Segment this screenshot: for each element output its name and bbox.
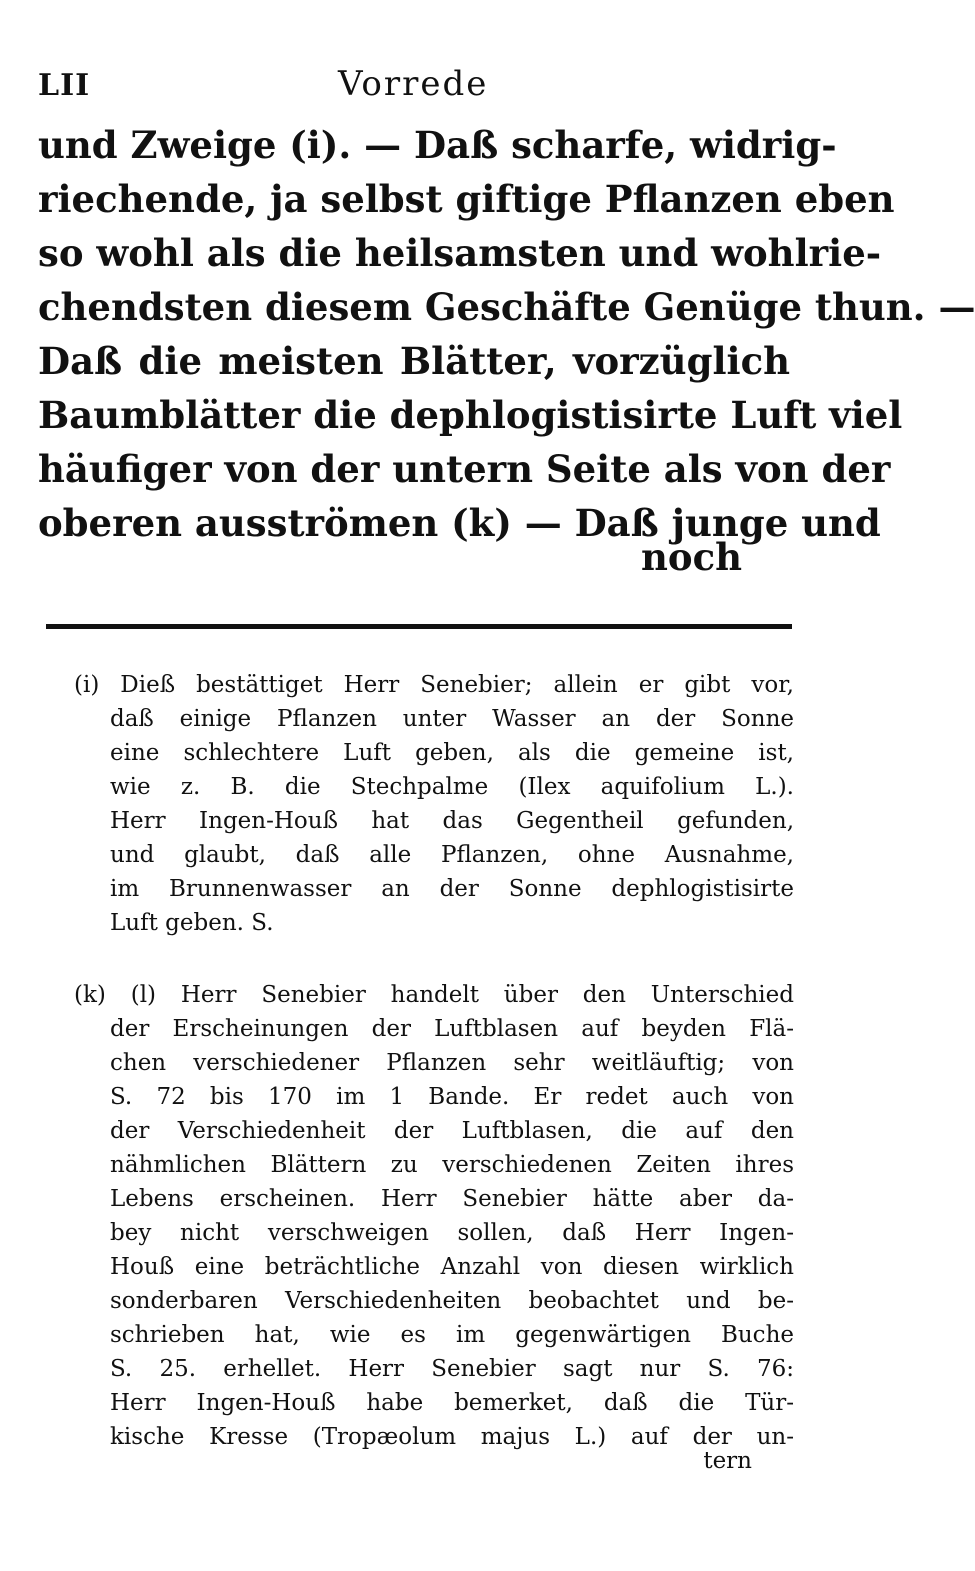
footnote-line: chen verschiedener Pflanzen sehr weitläuftig; von <box>110 1050 794 1076</box>
footnote-line: (k) (l) Herr Senebier handelt über den Unterschied <box>74 982 794 1008</box>
footnote-line: sonderbaren Verschiedenheiten beobachtet und be- <box>110 1288 794 1314</box>
text-line: so wohl als die heilsamsten und wohlrie- <box>38 231 882 275</box>
text-line: riechende, ja selbst giftige Pflanzen eben <box>38 177 895 221</box>
footnote-line: Herr Ingen-Houß habe bemerket, daß die Tür- <box>110 1390 794 1416</box>
footnote-line: daß einige Pflanzen unter Wasser an der Sonne <box>110 706 794 732</box>
footnote-line: bey nicht verschweigen sollen, daß Herr Ingen- <box>110 1220 794 1246</box>
text-line: chendsten diesem Geschäfte Genüge thun. — <box>38 285 975 329</box>
main-text <box>38 118 975 550</box>
footnote-line: Lebens erscheinen. Herr Senebier hätte aber da- <box>110 1186 794 1212</box>
footnote-line: der Verschiedenheit der Luftblasen, die auf den <box>110 1118 794 1144</box>
text-line: Daß die meisten Blätter, vorzüglich <box>38 339 790 383</box>
footnote-line: S. 72 bis 170 im 1 Bande. Er redet auch von <box>110 1084 794 1110</box>
text-line: häufiger von der untern Seite als von der <box>38 447 891 491</box>
footnotes <box>74 668 794 1492</box>
footnote-line: nähmlichen Blättern zu verschiedenen Zeiten ihres <box>110 1152 794 1178</box>
page-header <box>38 62 798 106</box>
catchword: noch <box>640 535 742 579</box>
footnote-line: (i) Dieß bestättiget Herr Senebier; allein er gibt vor, <box>74 672 794 698</box>
footnote-line: der Erscheinungen der Luftblasen auf beyden Flä- <box>110 1016 794 1042</box>
footnote-rule <box>46 624 792 629</box>
footnote-k <box>74 978 794 1454</box>
text-line: oberen ausströmen (k) — Daß junge und <box>38 501 881 545</box>
footnote-i <box>74 668 794 940</box>
footnote-line: wie z. B. die Stechpalme (Ilex aquifolium L.). <box>110 774 794 800</box>
footnote-line: Herr Ingen-Houß hat das Gegentheil gefunden, <box>110 808 794 834</box>
footnote-line: Houß eine beträchtliche Anzahl von diesen wirklich <box>110 1254 794 1280</box>
text-line: Baumblätter die dephlogistisirte Luft viel <box>38 393 903 437</box>
running-head: Vorrede <box>338 64 489 104</box>
footnote-line: S. 25. erhellet. Herr Senebier sagt nur S. 76: <box>110 1356 794 1382</box>
page-number: LII <box>38 68 91 103</box>
text-line: und Zweige (i). — Daß scharfe, widrig- <box>38 123 837 167</box>
footnote-line: eine schlechtere Luft geben, als die gemeine ist, <box>110 740 794 766</box>
footnote-catchword: tern <box>703 1448 752 1474</box>
footnote-line: im Brunnenwasser an der Sonne dephlogistisirte <box>110 876 794 902</box>
footnote-line: Luft geben. S. <box>110 910 274 936</box>
footnote-line: und glaubt, daß alle Pflanzen, ohne Ausnahme, <box>110 842 794 868</box>
footnote-line: kische Kresse (Tropæolum majus L.) auf der un- <box>110 1424 794 1450</box>
footnote-line: schrieben hat, wie es im gegenwärtigen Buche <box>110 1322 794 1348</box>
